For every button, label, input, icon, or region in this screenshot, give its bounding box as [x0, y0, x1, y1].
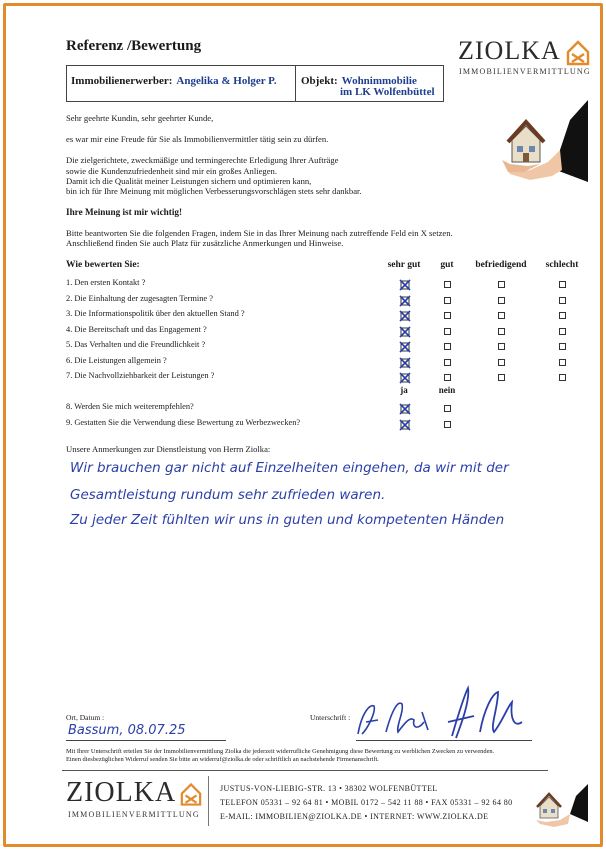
object-value-2: im LK Wolfenbüttel	[340, 86, 435, 98]
question-text: 1. Den ersten Kontakt ?	[66, 278, 146, 287]
column-nein: nein	[438, 385, 456, 395]
footer-house-in-hands-image	[532, 784, 588, 830]
checkbox[interactable]	[498, 343, 505, 350]
question-text: 3. Die Informationspolitik über den aktuellen Stand ?	[66, 309, 245, 318]
checkbox[interactable]	[444, 312, 451, 319]
checkbox[interactable]	[559, 281, 566, 288]
checkbox[interactable]	[498, 312, 505, 319]
checkbox[interactable]	[498, 281, 505, 288]
instructions-line: Anschließend finden Sie auch Platz für zusätzliche Anmerkungen und Hinweise.	[66, 238, 344, 248]
ratings-heading: Wie bewerten Sie:	[66, 260, 140, 270]
checkbox[interactable]	[559, 328, 566, 335]
footer-phones: TELEFON 05331 – 92 64 81 • MOBIL 0172 – 542 11 88 • FAX 05331 – 92 64 80	[220, 798, 513, 807]
handwritten-signatures	[352, 682, 532, 744]
object-value-1: Wohnimmobilie	[341, 75, 417, 87]
checkbox[interactable]	[498, 374, 505, 381]
checkbox[interactable]	[559, 374, 566, 381]
footer-address: JUSTUS-VON-LIEBIG-STR. 13 • 38302 WOLFENBÜTTEL	[220, 784, 438, 793]
logo-name: ZIOLKA	[458, 36, 561, 65]
question-text: 6. Die Leistungen allgemein ?	[66, 356, 167, 365]
logo-subtitle: IMMOBILIENVERMITTLUNG	[459, 67, 591, 76]
handwritten-comment-line: Gesamtleistung rundum sehr zufrieden waren.	[70, 487, 386, 503]
footer-logo-house-icon	[180, 782, 202, 807]
consent-line: Einen diesbezüglichen Widerruf senden Sie bitte an widerruf@ziolka.de oder schriftlich an nachstehende Firmenanschrift.	[66, 756, 379, 763]
logo-top	[458, 36, 591, 76]
column-sehr-gut: sehr gut	[387, 260, 421, 270]
question-text: 8. Werden Sie mich weiterempfehlen?	[66, 402, 194, 411]
question-text: 9. Gestatten Sie die Verwendung diese Bewertung zu Werbezwecken?	[66, 418, 301, 427]
checkbox[interactable]	[444, 297, 451, 304]
footer-logo-subtitle: IMMOBILIENVERMITTLUNG	[68, 810, 200, 819]
checkbox[interactable]	[444, 281, 451, 288]
salutation: Sehr geehrte Kundin, sehr geehrter Kunde,	[66, 113, 214, 123]
place-date-value: Bassum, 08.07.25	[68, 723, 186, 738]
checkbox[interactable]	[444, 359, 451, 366]
intro-para-line: Damit ich die Qualität meiner Leistungen sichern und optimieren kann,	[66, 176, 312, 186]
place-date-line	[66, 740, 226, 741]
checked-box-icon[interactable]	[399, 326, 411, 338]
intro-line: es war mir eine Freude für Sie als Immobilienvermittler tätig sein zu dürfen.	[66, 134, 329, 144]
checkbox[interactable]	[498, 328, 505, 335]
checked-box-icon[interactable]	[399, 357, 411, 369]
checkbox[interactable]	[444, 374, 451, 381]
checkbox[interactable]	[559, 297, 566, 304]
column-ja: ja	[400, 385, 408, 395]
question-text: 5. Das Verhalten und die Freundlichkeit ?	[66, 340, 206, 349]
checked-box-icon[interactable]	[399, 310, 411, 322]
signature-line	[356, 740, 532, 741]
checked-box-icon[interactable]	[399, 295, 411, 307]
checkbox[interactable]	[444, 405, 451, 412]
checked-box-icon[interactable]	[399, 372, 411, 384]
question-text: 7. Die Nachvollziehbarkeit der Leistungen ?	[66, 371, 215, 380]
checked-box-icon[interactable]	[399, 403, 411, 415]
checked-box-icon[interactable]	[399, 341, 411, 353]
footer-logo-name: ZIOLKA	[66, 777, 177, 808]
checkbox[interactable]	[444, 328, 451, 335]
buyer-value: Angelika & Holger P.	[176, 75, 277, 87]
checkbox[interactable]	[444, 343, 451, 350]
handwritten-comment-line: Zu jeder Zeit fühlten wir uns in guten und kompetenten Händen	[70, 512, 505, 528]
checkbox[interactable]	[559, 312, 566, 319]
buyer-label: Immobilienerwerber:	[71, 75, 173, 87]
column-gut: gut	[440, 260, 454, 270]
checked-box-icon[interactable]	[399, 419, 411, 431]
house-in-hands-image	[500, 100, 588, 192]
checked-box-icon[interactable]	[399, 279, 411, 291]
instructions-line: Bitte beantworten Sie die folgenden Fragen, indem Sie in das Ihrer Meinung nach zutreffende Feld ein X setzen.	[66, 228, 453, 238]
question-text: 4. Die Bereitschaft und das Engagement ?	[66, 325, 207, 334]
comments-label: Unsere Anmerkungen zur Dienstleistung von Herrn Ziolka:	[66, 444, 271, 454]
intro-para-line: sowie die Kundenzufriedenheit sind mir ein großes Anliegen.	[66, 166, 277, 176]
intro-para-line: bin ich für Ihre Meinung mit möglichen Verbesserungsvorschlägen stets sehr dankbar.	[66, 186, 362, 196]
checkbox[interactable]	[559, 343, 566, 350]
column-befriedigend: befriedigend	[475, 260, 527, 270]
logo-house-icon	[566, 40, 590, 66]
checkbox[interactable]	[498, 359, 505, 366]
footer-divider	[62, 770, 548, 771]
logo-bottom	[66, 777, 200, 819]
handwritten-comment-line: Wir brauchen gar nicht auf Einzelheiten eingehen, da wir mit der	[70, 460, 509, 476]
page-title: Referenz /Bewertung	[66, 38, 202, 54]
place-date-label: Ort, Datum :	[66, 713, 105, 722]
footer-vertical-divider	[208, 776, 209, 826]
column-schlecht: schlecht	[545, 260, 579, 270]
signature-label: Unterschrift :	[310, 713, 351, 722]
header-box	[66, 65, 444, 102]
checkbox[interactable]	[559, 359, 566, 366]
object-label: Objekt:	[301, 75, 338, 87]
consent-line: Mit Ihrer Unterschrift erteilen Sie der Immobilienvermittlung Ziolka die jederzeit widerrufliche Genehmigung diese Bewertung zu werblichen Zwecken zu verwenden.	[66, 748, 495, 755]
intro-para-line: Die zielgerichtete, zweckmäßige und termingerechte Erledigung Ihrer Aufträge	[66, 155, 339, 165]
footer-web: E-MAIL: IMMOBILIEN@ZIOLKA.DE • INTERNET: WWW.ZIOLKA.DE	[220, 812, 489, 821]
checkbox[interactable]	[498, 297, 505, 304]
question-text: 2. Die Einhaltung der zugesagten Termine ?	[66, 294, 213, 303]
checkbox[interactable]	[444, 421, 451, 428]
section-heading: Ihre Meinung ist mir wichtig!	[66, 207, 183, 217]
